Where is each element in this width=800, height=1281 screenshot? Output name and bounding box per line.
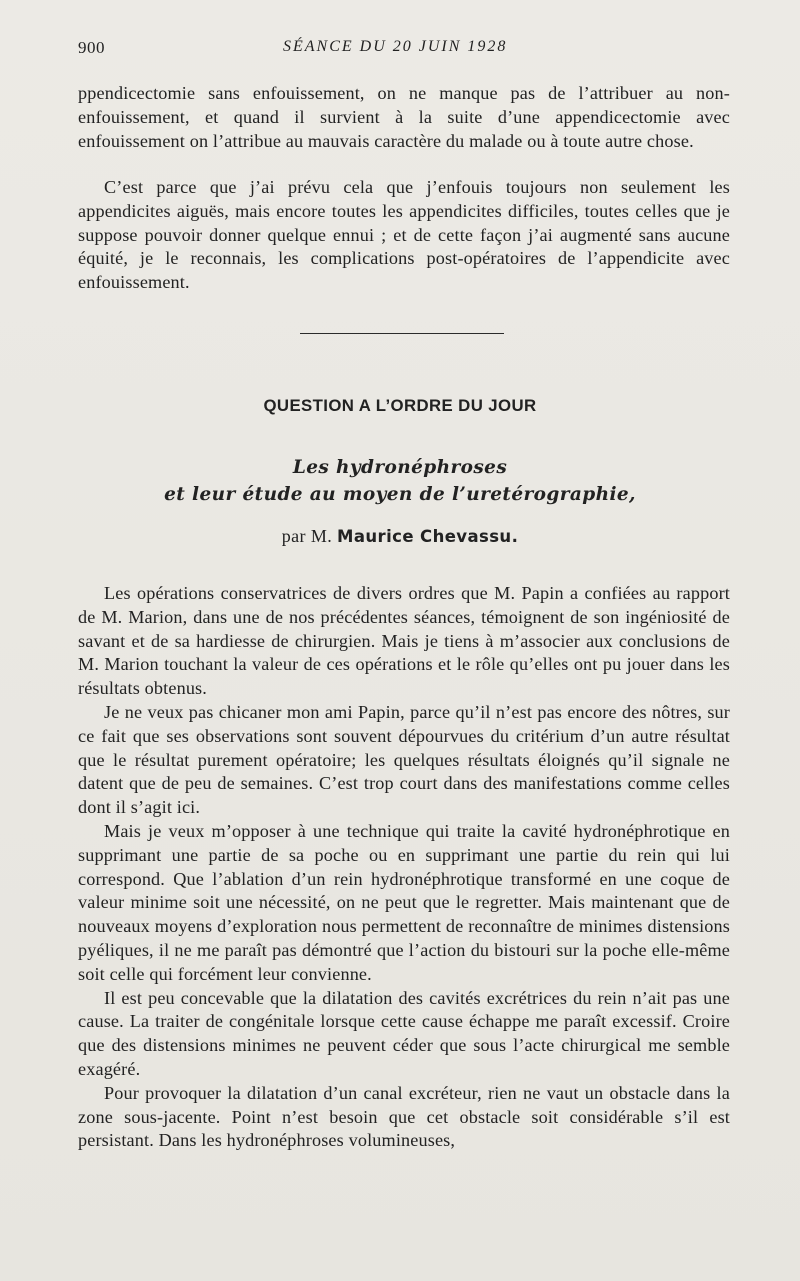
section-heading: QUESTION A L’ORDRE DU JOUR — [263, 396, 537, 415]
article-title-line-1: Les hydronéphroses — [292, 457, 508, 478]
body-paragraph-4: Il est peu concevable que la dilatation des cavités excrétrices du rein n’ait pas une cause. La traiter de congénitale lorsque cette cause échappe me paraît excessif. Croire que des distensions minimes ne peuvent céder que sous l’acte chirurgical me semble exagéré. — [78, 987, 730, 1079]
page-number: 900 — [78, 38, 105, 57]
intro-paragraph-2: C’est parce que j’ai prévu cela que j’enfouis toujours non seulement les appendicites aiguës, mais encore toutes les appendicites difficiles, toutes celles que je suppose pouvoir donner quelque ennui ; et de cette façon j’ai augmenté sans aucune équité, je le reconnais, les complications post-opératoires de l’appendicite avec enfouissement. — [78, 177, 730, 293]
section-divider — [300, 333, 504, 334]
body-paragraph-3: Mais je veux m’opposer à une technique qui traite la cavité hydronéphrotique en supprimant une partie de sa poche ou en supprimant une partie du rein qui lui correspond. Que l’ablation d’un rein hydronéphrotique transformé en une coque de valeur minime soit une nécessité, on ne peut que le regretter. Mais maintenant que de nouveaux moyens d’exploration nous permettent de reconnaître de minimes distensions pyéliques, il ne me paraît pas démontré que l’action du bistouri sur la poche elle-même soit celle qui forcément leur convienne. — [78, 820, 730, 984]
author-name: Maurice Chevassu. — [337, 527, 519, 546]
article-body — [78, 582, 730, 1153]
intro-paragraph-1: ppendicectomie sans enfouissement, on ne manque pas de l’attribuer au non-enfouissement, et quand il survient à la suite d’une appendicectomie avec enfouissement on l’attribue au mauvais caractère du malade ou à toute autre chose. — [78, 83, 730, 151]
article-title-line-2: et leur étude au moyen de l’uretérographie, — [164, 484, 636, 505]
running-head: SÉANCE DU 20 JUIN 1928 — [283, 38, 508, 55]
body-paragraph-1: Les opérations conservatrices de divers ordres que M. Papin a confiées au rapport de M. Marion, dans une de nos précédentes séances, témoignent de son ingéniosité de savant et de sa hardiesse de chirurgien. Mais je tiens à m’associer aux conclusions de M. Marion touchant la valeur de ces opérations et le rôle qu’elles ont pu jouer dans les résultats obtenus. — [78, 583, 730, 699]
body-paragraph-2: Je ne veux pas chicaner mon ami Papin, parce qu’il n’est pas encore des nôtres, sur ce fait que ses observations sont souvent dépourvues du critérium d’un autre résultat que le résultat purement opératoire; les quelques résultats éloignés qu’il signale ne datent que de peu de semaines. C’est trop court dans des manifestations comme celles dont il s’agit ici. — [78, 701, 730, 818]
intro-paragraph-block-2 — [78, 176, 730, 295]
intro-paragraph-block — [78, 82, 730, 153]
article-title — [0, 454, 800, 508]
body-paragraph-5: Pour provoquer la dilatation d’un canal excréteur, rien ne vaut un obstacle dans la zone sous-jacente. Point n’est besoin que cet obstacle soit considérable s’il est persistant. Dans les hydronéphroses volumineuses, — [78, 1082, 730, 1151]
author-prefix: par M. — [281, 526, 338, 546]
author-line — [0, 526, 800, 547]
page-header — [78, 38, 730, 58]
